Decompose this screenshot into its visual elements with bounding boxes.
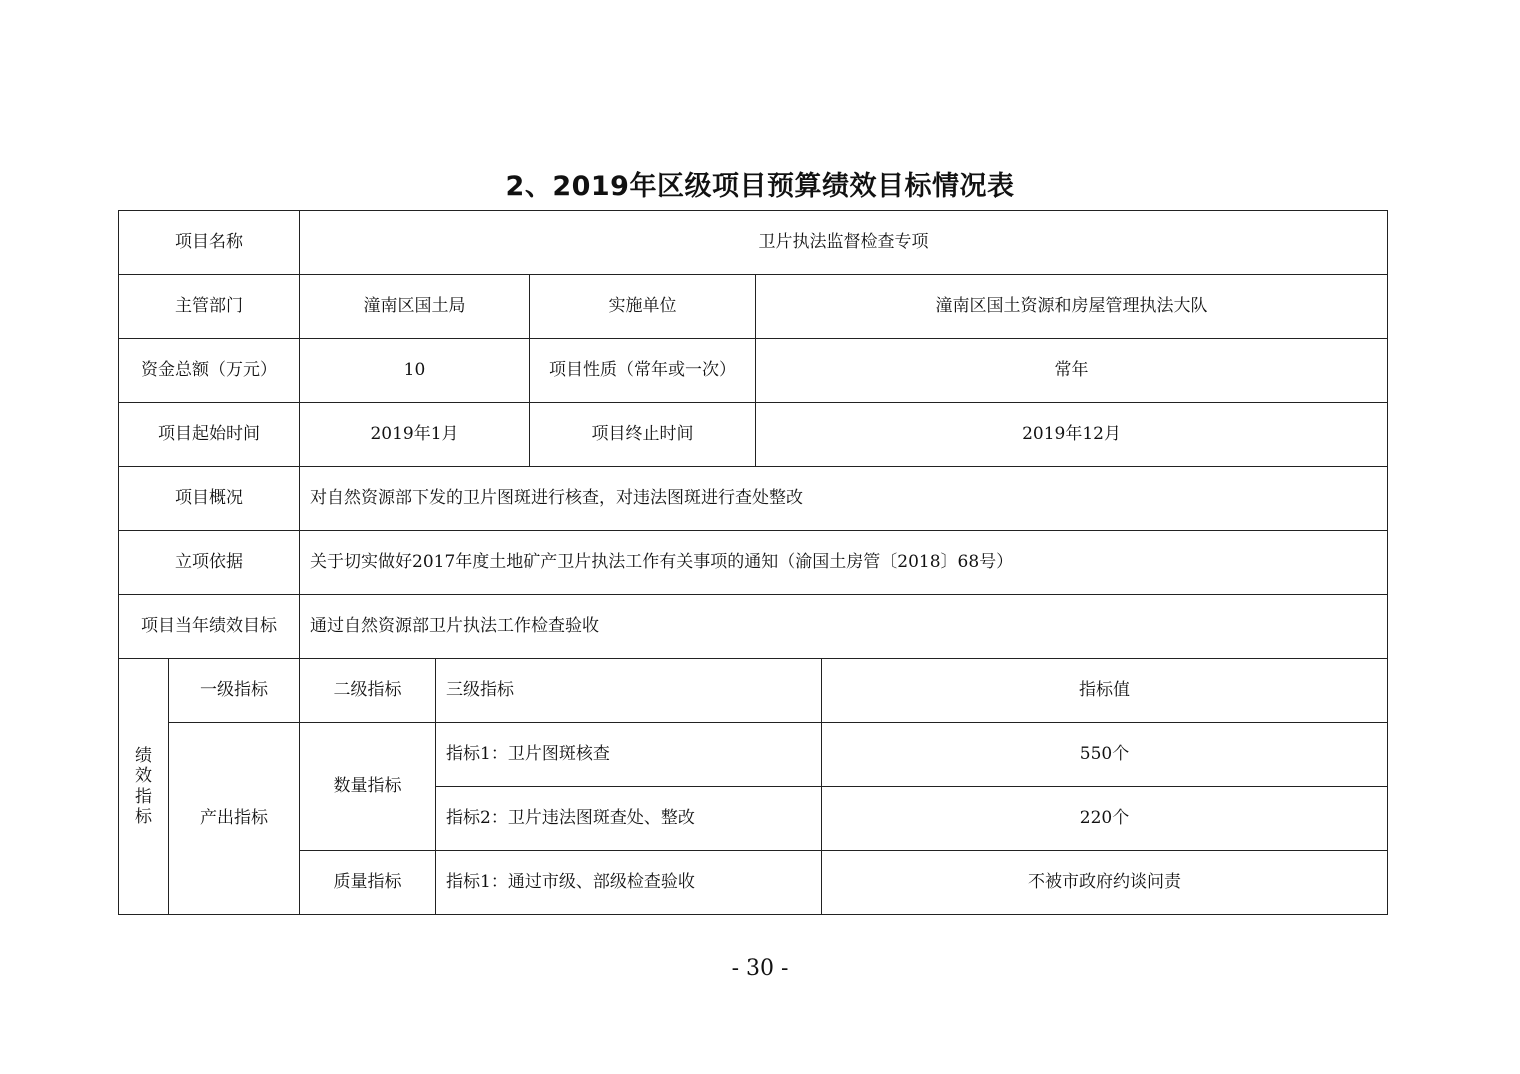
overview-value: 对自然资源部下发的卫片图斑进行核查，对违法图斑进行查处整改 (300, 467, 1388, 531)
project-name-label: 项目名称 (119, 211, 300, 275)
end-time-value: 2019年12月 (756, 403, 1388, 467)
project-nature-value: 常年 (756, 339, 1388, 403)
table-row (119, 275, 1388, 339)
vertical-char: 效 (135, 766, 152, 787)
table-row (119, 595, 1388, 659)
indicators-section-label (119, 659, 169, 915)
start-time-value: 2019年1月 (300, 403, 530, 467)
implementing-unit-value: 潼南区国土资源和房屋管理执法大队 (756, 275, 1388, 339)
table-row (119, 723, 1388, 787)
end-time-label: 项目终止时间 (530, 403, 756, 467)
table-row (119, 531, 1388, 595)
table-row (119, 659, 1388, 723)
quantity-indicator-label: 数量指标 (300, 723, 436, 851)
indicator-name: 指标1：卫片图斑核查 (436, 723, 822, 787)
indicator-value: 220个 (822, 787, 1388, 851)
level1-header: 一级指标 (169, 659, 300, 723)
table-row (119, 211, 1388, 275)
indicator-value: 550个 (822, 723, 1388, 787)
vertical-char: 绩 (135, 745, 152, 766)
project-name-value: 卫片执法监督检查专项 (300, 211, 1388, 275)
level2-header: 二级指标 (300, 659, 436, 723)
indicator-value: 不被市政府约谈问责 (822, 851, 1388, 915)
department-value: 潼南区国土局 (300, 275, 530, 339)
overview-label: 项目概况 (119, 467, 300, 531)
funds-value: 10 (300, 339, 530, 403)
funds-label: 资金总额（万元） (119, 339, 300, 403)
goal-label: 项目当年绩效目标 (119, 595, 300, 659)
table-row (119, 467, 1388, 531)
basis-value: 关于切实做好2017年度土地矿产卫片执法工作有关事项的通知（渝国土房管〔2018〕68号） (300, 531, 1388, 595)
value-header: 指标值 (822, 659, 1388, 723)
department-label: 主管部门 (119, 275, 300, 339)
project-nature-label: 项目性质（常年或一次） (530, 339, 756, 403)
output-indicator-label: 产出指标 (169, 723, 300, 915)
vertical-char: 指 (135, 786, 152, 807)
goal-value: 通过自然资源部卫片执法工作检查验收 (300, 595, 1388, 659)
implementing-unit-label: 实施单位 (530, 275, 756, 339)
basis-label: 立项依据 (119, 531, 300, 595)
table-row (119, 851, 1388, 915)
quality-indicator-label: 质量指标 (300, 851, 436, 915)
page-number: - 30 - (731, 956, 789, 981)
start-time-label: 项目起始时间 (119, 403, 300, 467)
indicator-name: 指标2：卫片违法图斑查处、整改 (436, 787, 822, 851)
table-row (119, 339, 1388, 403)
level3-header: 三级指标 (436, 659, 822, 723)
vertical-char: 标 (135, 806, 152, 827)
table-row (119, 403, 1388, 467)
page-title: 2、2019年区级项目预算绩效目标情况表 (505, 171, 1015, 202)
indicator-name: 指标1：通过市级、部级检查验收 (436, 851, 822, 915)
budget-table (118, 210, 1388, 915)
